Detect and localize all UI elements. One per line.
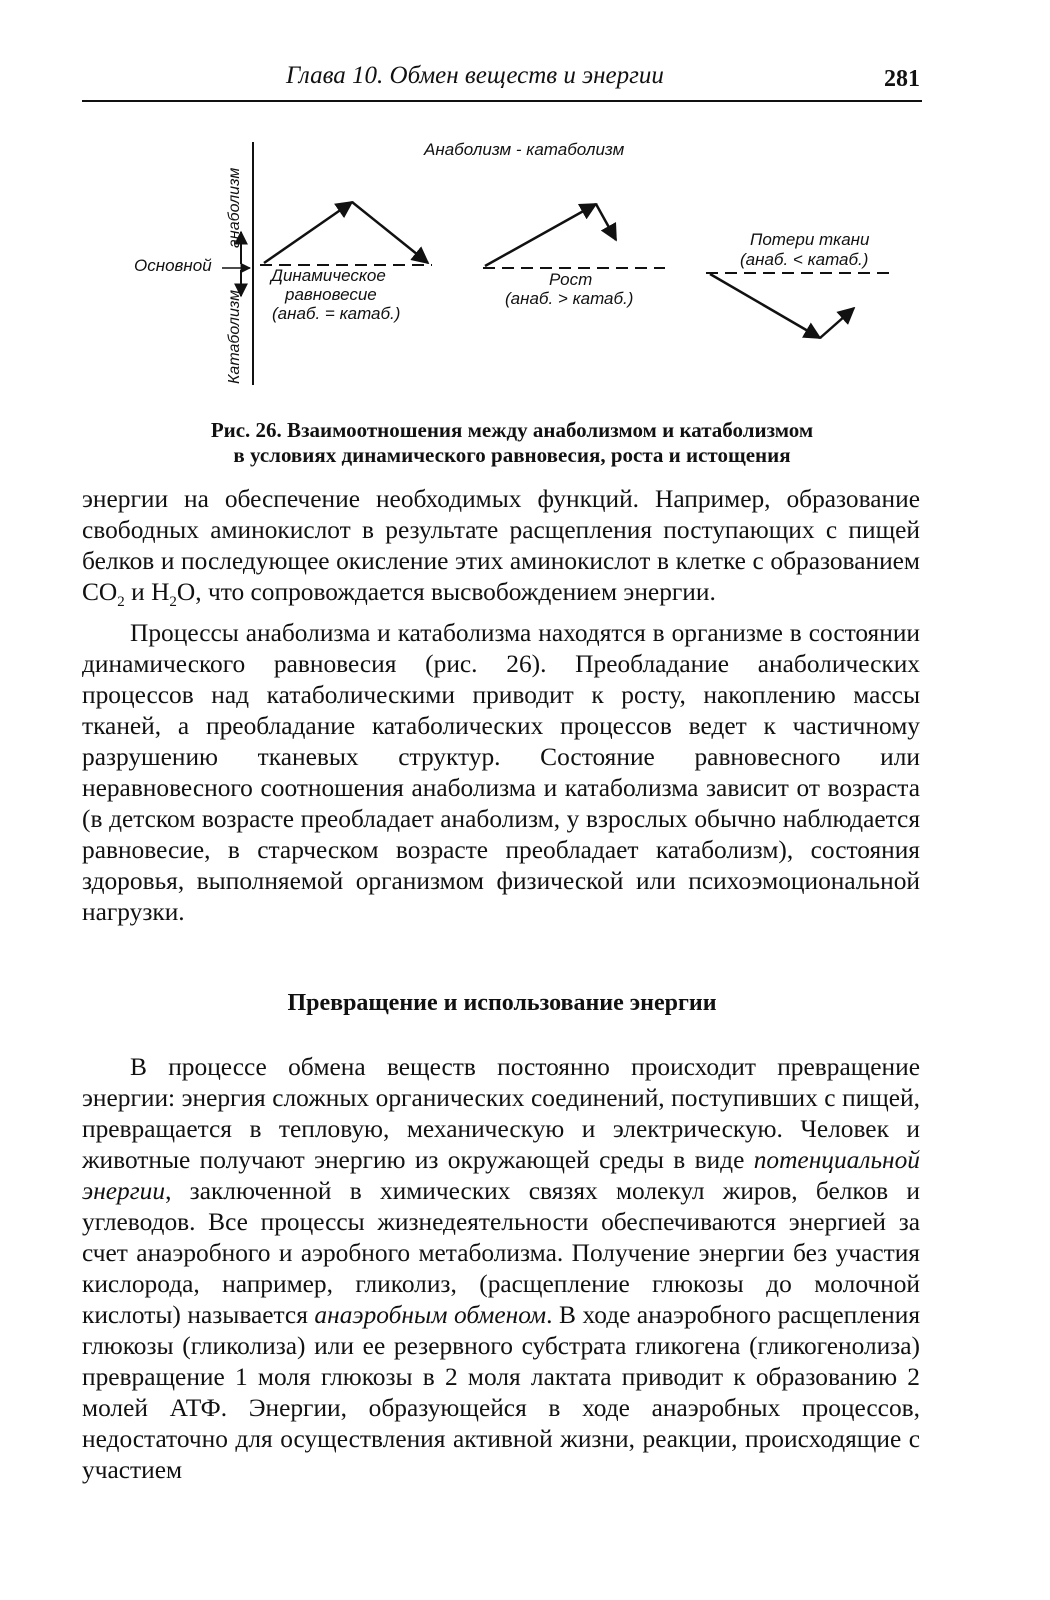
caption-line-2: в условиях динамического равновесия, роста и истощения (233, 443, 791, 467)
basal-label: Основной (134, 256, 212, 275)
body-text-bottom (82, 1052, 920, 1486)
panel3-label-1: Потери ткани (750, 230, 870, 249)
section-title: Превращение и использование энергии (287, 990, 717, 1016)
panel3-label-2: (анаб. < катаб.) (740, 250, 869, 269)
panel3-arrow-up (820, 308, 854, 338)
paragraph-3: В процессе обмена веществ постоянно происходит превращение энергии: энергия сложных органических соединений, поступивших с пищей, превращается в тепловую, механическую и электрическую. Человек и животные получают энергию из окружающей среды в виде потенциальной энергии, заключенной в химических связях молекул жиров, белков и углеводов. Все процессы жизнедеятельности обеспечиваются энергией за счет анаэробного и аэробного метаболизма. Получение энергии без участия кислорода, например, гликолиз, (расщепление глюкозы до молочной кислоты) называется анаэробным обменом. В ходе анаэробного расщепления глюкозы (гликолиза) или ее резервного субстрата гликогена (гликогенолиза) превращение 1 моля глюкозы в 2 моля лактата приводит к образованию 2 молей АТФ. Энергии, образующейся в ходе анаэробных процессов, недостаточно для осуществления активной жизни, реакции, происходящие с участием (82, 1053, 921, 1484)
axis-label-catabolism: Катаболизм (226, 289, 243, 384)
paragraph-2: Процессы анаболизма и катаболизма находятся в организме в состоянии динамического равновесия (рис. 26). Преобладание анаболических процессов над катаболическими приводит к росту, накоплению массы тканей, а преобладание катаболических процессов ведет к частичному разрушению тканевых структур. Состояние равновесного или неравновесного соотношения анаболизма и катаболизма зависит от возраста (в детском возрасте преобладает анаболизм, у взрослых обычно наблюдается равновесие, в старческом возрасте преобладает катаболизм), состояния здоровья, выполняемой организмом физической или психоэмоциональной нагрузки. (82, 619, 920, 927)
body-text-top (82, 484, 920, 928)
panel2-label-1: Рост (549, 270, 593, 289)
figure-26 (0, 100, 1050, 400)
panel1-label-2: равновесие (285, 285, 377, 304)
panel2-label-2: (анаб. > катаб.) (505, 289, 634, 308)
figure-title: Анаболизм - катаболизм (424, 140, 625, 159)
term-potential-energy: потенциальной энергии (82, 1146, 920, 1205)
panel2-arrow-up (485, 204, 596, 266)
panel1-label-3: (анаб. = катаб.) (272, 304, 401, 323)
panel1-label-1: Динамическое (271, 266, 386, 285)
figure-caption (82, 418, 942, 468)
chapter-title: Глава 10. Обмен веществ и энергии (286, 62, 664, 89)
panel1-arrow-up (264, 202, 352, 263)
page-number: 281 (884, 66, 920, 92)
axis-label-anabolism: анаболизм (226, 167, 243, 248)
panel1-arrow-down (352, 202, 428, 263)
caption-line-1: Рис. 26. Взаимоотношения между анаболизмом и катаболизмом (210, 418, 814, 442)
panel3-arrow-down (710, 274, 820, 338)
page-header (82, 60, 922, 102)
panel2-arrow-down (596, 204, 616, 240)
term-anaerobic-metabolism: анаэробным обменом (314, 1301, 547, 1329)
paragraph-1: энергии на обеспечение необходимых функций. Например, образование свободных аминокислот в результате расщепления поступающих с пищей белков и последующее окисление этих аминокислот в клетке с образованием $СО_2$ и $Н_2О$, что сопровождается высвобождением энергии. (82, 485, 920, 611)
